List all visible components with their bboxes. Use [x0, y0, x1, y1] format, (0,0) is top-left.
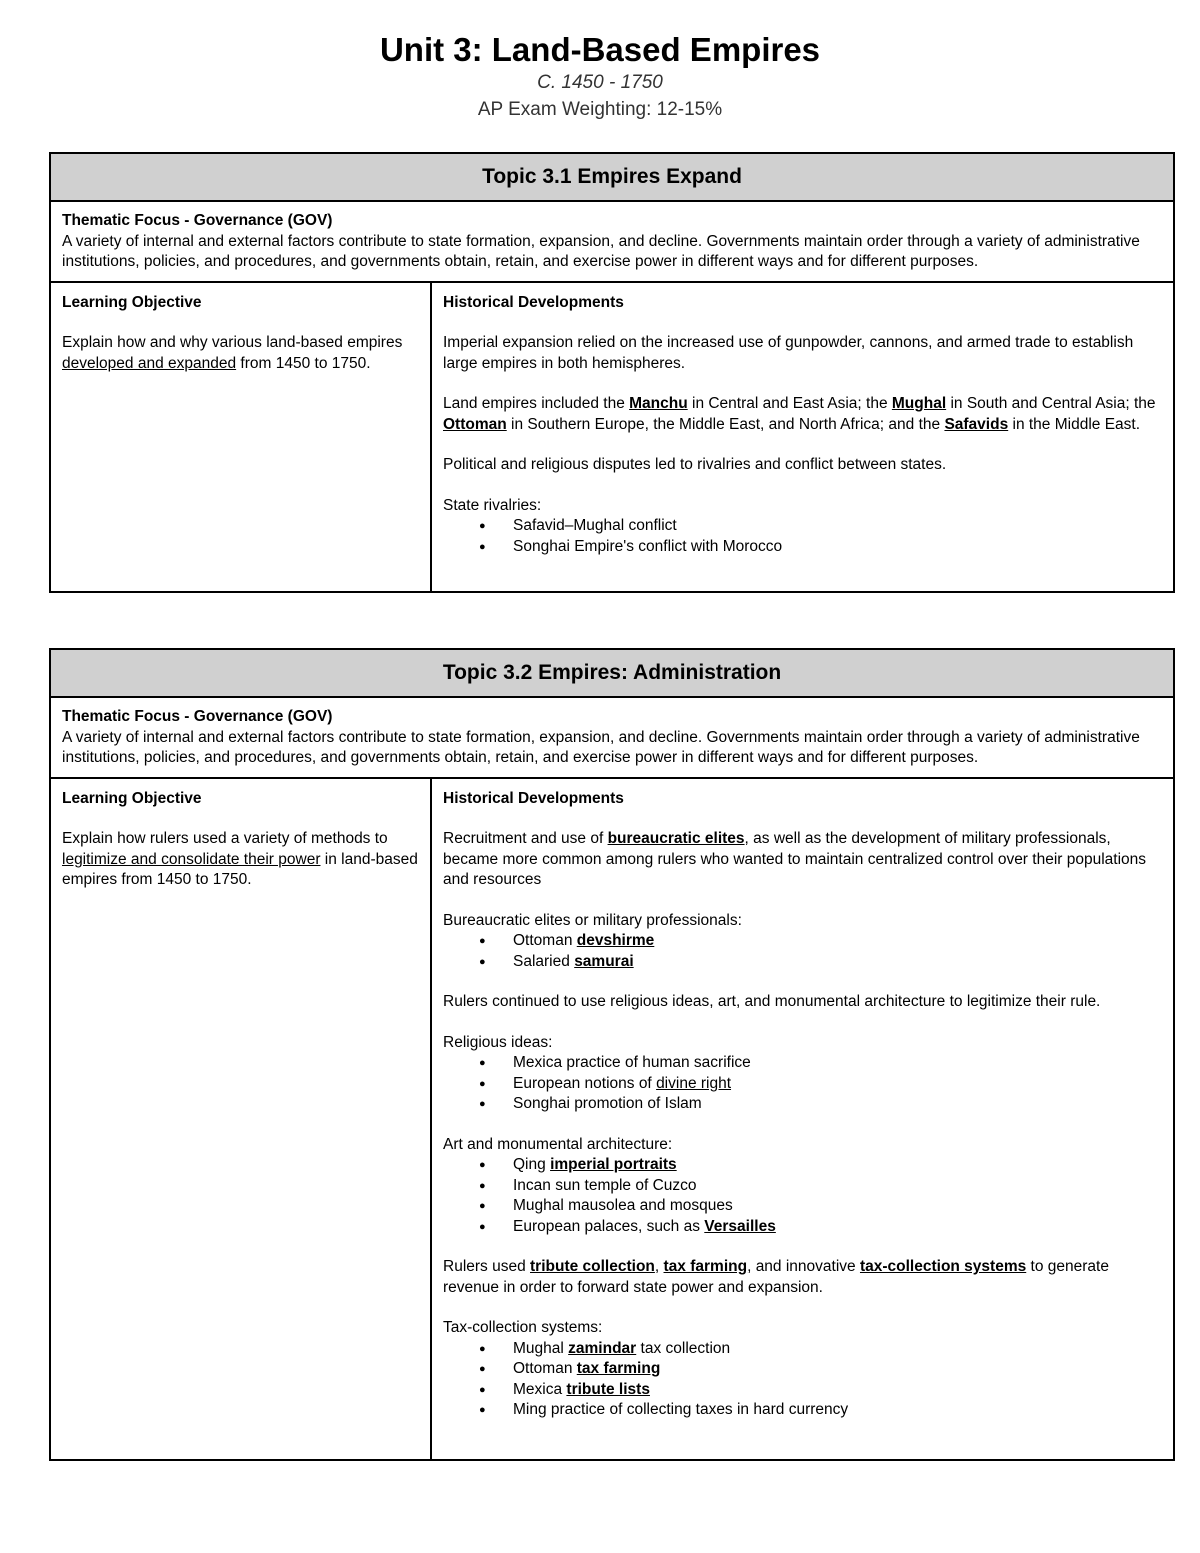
list-item: ● Qing imperial portraits: [513, 1155, 1162, 1176]
art-architecture-list: [443, 1155, 1162, 1237]
unit-title: Unit 3: Land-Based Empires: [379, 31, 821, 68]
list-item: ● Songhai promotion of Islam: [513, 1094, 1162, 1115]
focus-text: A variety of internal and external factors contribute to state formation, expansion, and decline. Governments maintain order through a variety of administrative institutions, policies, and procedures, and governments obtain, retain, and exercise power in different ways and for different purposes.: [62, 232, 1140, 270]
development-paragraph: Rulers continued to use religious ideas, art, and monumental architecture to legitimize their rule.: [443, 993, 1101, 1010]
topic-3-2-table: [49, 648, 1175, 1461]
key-term: zamindar: [568, 1339, 637, 1357]
historical-developments-heading: Historical Developments: [443, 789, 624, 807]
focus-title: Thematic Focus - Governance (GOV): [62, 708, 333, 725]
development-paragraph: Recruitment and use of bureaucratic elites, as well as the development of military professionals, became more common among rulers who wanted to maintain centralized control over their populations and resources: [443, 830, 1147, 888]
learning-objective-heading: Learning Objective: [62, 293, 202, 311]
key-term: tax farming: [576, 1360, 661, 1377]
key-term: legitimize and consolidate their power: [62, 850, 321, 868]
elites-list: [443, 931, 1162, 972]
document-header: [0, 0, 1200, 124]
key-term: developed and expanded: [62, 354, 237, 372]
key-term: Versailles: [704, 1217, 776, 1235]
key-term: tax farming: [663, 1258, 748, 1275]
religious-ideas-list: [443, 1053, 1162, 1115]
list-item: ● Mughal zamindar tax collection: [513, 1339, 1162, 1360]
historical-developments-cell: [431, 282, 1174, 592]
list-item: ● Ottoman devshirme: [513, 931, 1162, 952]
key-term: tribute collection: [530, 1258, 655, 1275]
key-term: bureaucratic elites: [607, 830, 745, 847]
key-term: devshirme: [576, 932, 655, 949]
topic-title: Topic 3.2 Empires: Administration: [50, 649, 1174, 697]
list-item: ● Songhai Empire's conflict with Morocco: [513, 537, 1162, 558]
learning-objective-cell: [50, 282, 431, 592]
learning-objective-text: Explain how rulers used a variety of methods to legitimize and consolidate their power in land-based empires from 1450 to 1750.: [62, 830, 418, 888]
topic-title: Topic 3.1 Empires Expand: [50, 153, 1174, 201]
historical-developments-cell: [431, 778, 1174, 1460]
key-term: tax-collection systems: [859, 1258, 1027, 1275]
learning-objective-text: Explain how and why various land-based empires developed and expanded from 1450 to 1750.: [62, 334, 403, 372]
exam-weighting: AP Exam Weighting: 12-15%: [477, 99, 723, 120]
list-item: ● Ottoman tax farming: [513, 1359, 1162, 1380]
key-term: Safavids: [944, 415, 1009, 433]
topic-3-1-table: [49, 152, 1175, 593]
list-lead: Tax-collection systems:: [443, 1319, 603, 1336]
thematic-focus: [50, 201, 1174, 282]
development-paragraph: Land empires included the Manchu in Central and East Asia; the Mughal in South and Central Asia; the Ottoman in Southern Europe, the Middle East, and North Africa; and the Safavids in the Middle East.: [443, 395, 1156, 433]
list-item: ● Safavid–Mughal conflict: [513, 516, 1162, 537]
list-item: ● Ming practice of collecting taxes in hard currency: [513, 1400, 1162, 1421]
key-term: samurai: [574, 952, 634, 970]
list-item: ● Salaried samurai: [513, 952, 1162, 973]
key-term: imperial portraits: [550, 1156, 677, 1173]
key-term: Mughal: [891, 395, 947, 412]
development-paragraph: Imperial expansion relied on the increased use of gunpowder, cannons, and armed trade to establish large empires in both hemispheres.: [443, 334, 1134, 372]
list-item: ● European notions of divine right: [513, 1074, 1162, 1095]
tax-systems-list: [443, 1339, 1162, 1421]
development-paragraph: Rulers used tribute collection, tax farming, and innovative tax-collection systems to generate revenue in order to forward state power and expansion.: [443, 1258, 1109, 1296]
learning-objective-cell: [50, 778, 431, 1460]
key-term: Manchu: [629, 395, 688, 412]
thematic-focus: [50, 697, 1174, 778]
list-lead: Bureaucratic elites or military professionals:: [443, 911, 742, 929]
list-item: ● Mexica practice of human sacrifice: [513, 1053, 1162, 1074]
development-paragraph: Political and religious disputes led to rivalries and conflict between states.: [443, 456, 947, 473]
list-item: ● Incan sun temple of Cuzco: [513, 1176, 1162, 1197]
learning-objective-heading: Learning Objective: [62, 789, 202, 807]
list-lead: State rivalries:: [443, 496, 542, 514]
list-item: ● European palaces, such as Versailles: [513, 1217, 1162, 1238]
key-term: Ottoman: [443, 415, 507, 433]
key-term: divine right: [656, 1074, 732, 1092]
list-lead: Art and monumental architecture:: [443, 1135, 673, 1153]
key-term: tribute lists: [566, 1380, 650, 1398]
unit-period: C. 1450 - 1750: [537, 72, 663, 93]
list-item: ● Mughal mausolea and mosques: [513, 1196, 1162, 1217]
list-item: ● Mexica tribute lists: [513, 1380, 1162, 1401]
list-lead: Religious ideas:: [443, 1033, 553, 1051]
rivalries-list: [443, 516, 1162, 557]
focus-title: Thematic Focus - Governance (GOV): [62, 212, 333, 229]
focus-text: A variety of internal and external factors contribute to state formation, expansion, and decline. Governments maintain order through a variety of administrative institutions, policies, and procedures, and governments obtain, retain, and exercise power in different ways and for different purposes.: [62, 728, 1140, 766]
historical-developments-heading: Historical Developments: [443, 293, 624, 311]
